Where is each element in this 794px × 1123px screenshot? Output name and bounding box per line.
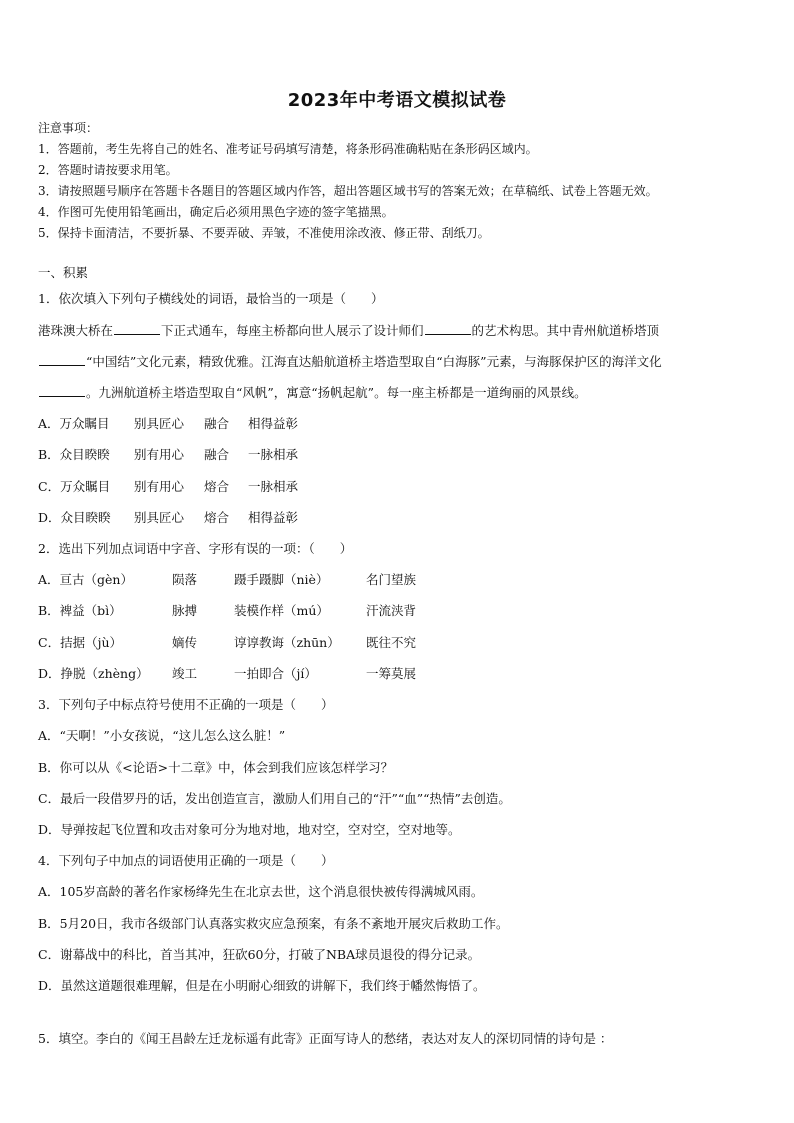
option-text: 谆谆教诲（zhūn）: [234, 635, 340, 650]
notice-item-3: 3．请按照题号顺序在答题卡各题目的答题区域内作答，超出答题区域书写的答案无效；在草稿纸、试卷上答题无效。: [38, 184, 658, 198]
option-text: 别有用心: [134, 447, 185, 462]
notice-item-5: 5．保持卡面清洁，不要折暴、不要弄破、弄皱，不准使用涂改液、修正带、刮纸刀。: [38, 226, 490, 240]
option-text: C．万众瞩目: [38, 479, 111, 494]
option-text: A．万众瞩目: [38, 416, 110, 431]
option-text: 熔合: [204, 510, 230, 525]
q1-text: 下正式通车，每座主桥都向世人展示了设计师们: [161, 323, 424, 338]
option-text: 脉搏: [172, 603, 198, 618]
q1-option-b: [38, 446, 768, 464]
q1-option-c: [38, 478, 768, 496]
q2-option-b: [38, 602, 768, 620]
page-title: 2023年中考语文模拟试卷: [287, 90, 507, 111]
q3-stem: 3．下列句子中标点符号使用不正确的一项是（ ）: [38, 697, 334, 712]
option-text: C．拮据（jù）: [38, 635, 122, 650]
answer-blank[interactable]: [39, 353, 85, 366]
option-text: 一拍即合（jí）: [234, 666, 317, 681]
q4-option-a: A．105岁高龄的著名作家杨绛先生在北京去世，这个消息很快被传得满城风雨。: [38, 884, 484, 899]
q1-text: 。九洲航道桥主塔造型取自“风帆”，寓意“扬帆起航”。每一座主桥都是一道绚丽的风景线。: [86, 385, 587, 400]
option-text: 一脉相承: [248, 479, 299, 494]
q3-option-d: D．导弹按起飞位置和攻击对象可分为地对地，地对空，空对空，空对地等。: [38, 822, 461, 837]
q4-option-d: D．虽然这道题很难理解，但是在小明耐心细致的讲解下，我们终于幡然悔悟了。: [38, 978, 486, 993]
q1-passage-line-1: [38, 322, 768, 340]
option-text: 别有用心: [134, 479, 185, 494]
option-text: 嫡传: [172, 635, 198, 650]
q2-option-a: [38, 571, 768, 589]
q4-option-c: C．谢幕战中的科比，首当其冲，狂砍60分，打破了NBA球员退役的得分记录。: [38, 947, 481, 962]
option-text: 一筹莫展: [366, 666, 417, 681]
option-text: 既往不究: [366, 635, 417, 650]
q1-option-d: [38, 509, 768, 527]
q4-option-b: B．5月20日，我市各级部门认真落实救灾应急预案，有条不紊地开展灾后救助工作。: [38, 916, 509, 931]
q5-stem: 5．填空。李白的《闻王昌龄左迁龙标遥有此寄》正面写诗人的愁绪，表达对友人的深切同情的诗句是 ：: [38, 1031, 613, 1046]
q3-option-c: C．最后一段借罗丹的话，发出创造宣言，激励人们用自己的“汗”“血”“热情”去创造。: [38, 791, 511, 806]
option-text: A．亘古（gèn）: [38, 572, 133, 587]
q2-stem: 2．选出下列加点词语中字音、字形有误的一项：（ ）: [38, 541, 353, 556]
q3-option-b: B．你可以从《<论语>十二章》中，体会到我们应该怎样学习？: [38, 760, 394, 775]
option-text: 名门望族: [366, 572, 417, 587]
notice-item-2: 2．答题时请按要求用笔。: [38, 163, 178, 177]
option-text: B．裨益（bì）: [38, 603, 122, 618]
answer-blank[interactable]: [39, 384, 85, 397]
option-text: 竣工: [172, 666, 198, 681]
option-text: 蹑手蹑脚（niè）: [234, 572, 329, 587]
q2-option-d: [38, 665, 768, 683]
answer-blank[interactable]: [425, 322, 471, 335]
notice-heading: 注意事项：: [38, 121, 99, 135]
q1-text: 的艺术构思。其中青州航道桥塔顶: [471, 323, 660, 338]
option-text: 相得益彰: [248, 416, 299, 431]
answer-blank[interactable]: [114, 322, 160, 335]
notice-item-4: 4．作图可先使用铅笔画出，确定后必须用黑色字迹的签字笔描黑。: [38, 205, 394, 219]
option-text: D．挣脱（zhèng）: [38, 666, 149, 681]
notice-item-1: 1．答题前，考生先将自己的姓名、准考证号码填写清楚，将条形码准确粘贴在条形码区域内。: [38, 142, 538, 156]
option-text: 相得益彰: [248, 510, 299, 525]
q1-option-a: [38, 415, 768, 433]
q3-option-a: A．“天啊！”小女孩说，“这儿怎么这么脏！”: [38, 728, 286, 743]
q1-text: “中国结”文化元素，精致优雅。江海直达船航道桥主塔造型取自“白海豚”元素，与海豚保护区的海洋文化: [86, 354, 662, 369]
option-text: 别具匠心: [134, 510, 185, 525]
option-text: 融合: [204, 447, 230, 462]
option-text: 一脉相承: [248, 447, 299, 462]
q2-option-c: [38, 634, 768, 652]
option-text: 陨落: [172, 572, 198, 587]
q1-passage-line-3: [38, 384, 768, 402]
option-text: 汗流浃背: [366, 603, 417, 618]
option-text: 熔合: [204, 479, 230, 494]
section-heading: 一、积累: [38, 265, 89, 280]
q1-passage-line-2: [38, 353, 768, 371]
option-text: 别具匠心: [134, 416, 185, 431]
option-text: 装模作样（mú）: [234, 603, 329, 618]
option-text: B．众目睽睽: [38, 447, 110, 462]
q1-stem: 1．依次填入下列句子横线处的词语，最恰当的一项是（ ）: [38, 291, 384, 306]
q1-text: 港珠澳大桥在: [38, 323, 114, 338]
option-text: D．众目睽睽: [38, 510, 111, 525]
q4-stem: 4．下列句子中加点的词语使用正确的一项是（ ）: [38, 853, 334, 868]
option-text: 融合: [204, 416, 230, 431]
